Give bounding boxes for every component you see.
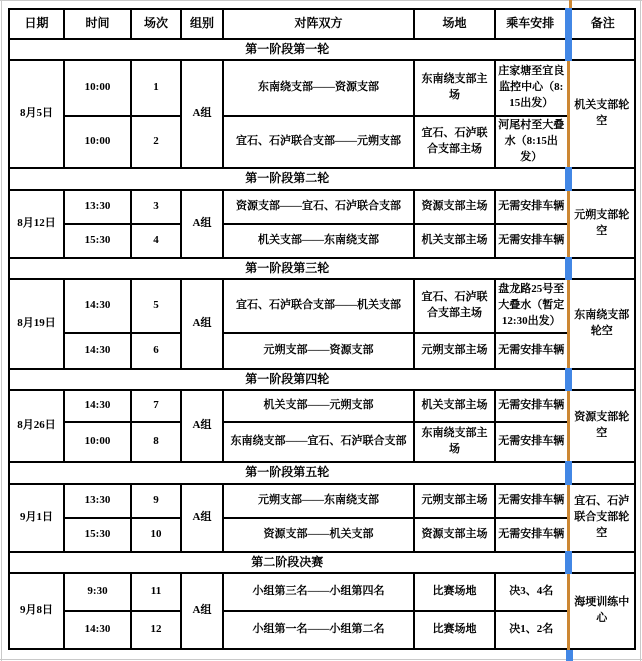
venue-cell: 宜石、石泸联合支部主场	[414, 116, 495, 168]
section-title: 第一阶段第四轮	[9, 369, 568, 390]
match-row	[9, 116, 635, 168]
match-no-cell: 12	[131, 611, 181, 649]
remark-cell: 资源支部轮空	[568, 390, 635, 462]
remark-cell: 宜石、石泸联合支部轮空	[568, 484, 635, 552]
remark-cell: 元朔支部轮空	[568, 190, 635, 258]
section-title: 第二阶段决赛	[9, 552, 568, 573]
remark-spacer-cell	[568, 552, 635, 573]
section-title-row	[9, 258, 635, 279]
group-cell: A组	[181, 484, 223, 552]
opponents-cell: 资源支部——机关支部	[223, 518, 414, 552]
group-cell: A组	[181, 279, 223, 369]
match-row	[9, 611, 635, 649]
time-cell: 10:00	[64, 60, 131, 116]
time-cell: 14:30	[64, 390, 131, 422]
match-row	[9, 518, 635, 552]
transport-cell: 无需安排车辆	[495, 518, 568, 552]
transport-cell: 无需安排车辆	[495, 422, 568, 462]
schedule-table	[8, 8, 636, 650]
time-cell: 15:30	[64, 518, 131, 552]
time-cell: 15:30	[64, 224, 131, 258]
venue-cell: 元朔支部主场	[414, 484, 495, 518]
time-cell: 10:00	[64, 422, 131, 462]
col-group: 组别	[181, 9, 223, 39]
venue-cell: 比赛场地	[414, 573, 495, 611]
col-date: 日期	[9, 9, 64, 39]
gridline-left	[1, 0, 2, 661]
col-remark: 备注	[568, 9, 635, 39]
venue-cell: 东南绕支部主场	[414, 422, 495, 462]
match-row	[9, 60, 635, 116]
venue-cell: 东南绕支部主场	[414, 60, 495, 116]
match-row	[9, 279, 635, 333]
remark-cell: 机关支部轮空	[568, 60, 635, 168]
transport-cell: 庄家塘至宜良监控中心（8:15出发）	[495, 60, 568, 116]
match-row	[9, 390, 635, 422]
opponents-cell: 元朔支部——资源支部	[223, 333, 414, 369]
time-cell: 14:30	[64, 611, 131, 649]
group-cell: A组	[181, 190, 223, 258]
gridline-bottom	[0, 659, 642, 660]
remark-cell: 东南绕支部轮空	[568, 279, 635, 369]
time-cell: 13:30	[64, 190, 131, 224]
header-row	[9, 9, 635, 39]
group-cell: A组	[181, 60, 223, 168]
opponents-cell: 东南绕支部——资源支部	[223, 60, 414, 116]
section-title: 第一阶段第三轮	[9, 258, 568, 279]
section-title-row	[9, 369, 635, 390]
remark-cell: 海埂训练中心	[568, 573, 635, 649]
date-cell: 8月12日	[9, 190, 64, 258]
venue-cell: 宜石、石泸联合支部主场	[414, 279, 495, 333]
venue-cell: 机关支部主场	[414, 390, 495, 422]
remark-spacer-cell	[568, 462, 635, 483]
transport-cell: 决1、2名	[495, 611, 568, 649]
group-cell: A组	[181, 573, 223, 649]
time-cell: 14:30	[64, 333, 131, 369]
venue-cell: 元朔支部主场	[414, 333, 495, 369]
col-match-no: 场次	[131, 9, 181, 39]
col-opponents: 对阵双方	[223, 9, 414, 39]
gridline-top	[0, 0, 642, 1]
col-venue: 场地	[414, 9, 495, 39]
match-no-cell: 9	[131, 484, 181, 518]
section-title-row	[9, 552, 635, 573]
opponents-cell: 元朔支部——东南绕支部	[223, 484, 414, 518]
match-no-cell: 10	[131, 518, 181, 552]
opponents-cell: 东南绕支部——宜石、石泸联合支部	[223, 422, 414, 462]
date-cell: 9月8日	[9, 573, 64, 649]
match-row	[9, 224, 635, 258]
remark-spacer-cell	[568, 369, 635, 390]
section-title-row	[9, 462, 635, 483]
match-no-cell: 8	[131, 422, 181, 462]
section-title: 第一阶段第一轮	[9, 39, 568, 60]
remark-spacer-cell	[568, 258, 635, 279]
transport-cell: 决3、4名	[495, 573, 568, 611]
venue-cell: 资源支部主场	[414, 518, 495, 552]
transport-cell: 盘龙路25号至大叠水（暂定12:30出发）	[495, 279, 568, 333]
date-cell: 9月1日	[9, 484, 64, 552]
time-cell: 13:30	[64, 484, 131, 518]
match-no-cell: 6	[131, 333, 181, 369]
date-cell: 8月26日	[9, 390, 64, 462]
remark-spacer-cell	[568, 168, 635, 189]
time-cell: 9:30	[64, 573, 131, 611]
venue-cell: 资源支部主场	[414, 190, 495, 224]
transport-cell: 无需安排车辆	[495, 333, 568, 369]
venue-cell: 比赛场地	[414, 611, 495, 649]
section-title: 第一阶段第二轮	[9, 168, 568, 189]
opponents-cell: 机关支部——元朔支部	[223, 390, 414, 422]
stripe-cap-bottom-blue	[566, 650, 573, 661]
venue-cell: 机关支部主场	[414, 224, 495, 258]
match-no-cell: 11	[131, 573, 181, 611]
section-title-row	[9, 39, 635, 60]
date-cell: 8月5日	[9, 60, 64, 168]
match-no-cell: 1	[131, 60, 181, 116]
remark-spacer-cell	[568, 39, 635, 60]
match-no-cell: 7	[131, 390, 181, 422]
match-no-cell: 5	[131, 279, 181, 333]
col-time: 时间	[64, 9, 131, 39]
time-cell: 10:00	[64, 116, 131, 168]
section-title: 第一阶段第五轮	[9, 462, 568, 483]
transport-cell: 河尾村至大叠水（8:15出发）	[495, 116, 568, 168]
opponents-cell: 小组第三名——小组第四名	[223, 573, 414, 611]
transport-cell: 无需安排车辆	[495, 390, 568, 422]
opponents-cell: 资源支部——宜石、石泸联合支部	[223, 190, 414, 224]
opponents-cell: 小组第一名——小组第二名	[223, 611, 414, 649]
gridline-right	[640, 0, 641, 661]
opponents-cell: 机关支部——东南绕支部	[223, 224, 414, 258]
match-row	[9, 484, 635, 518]
opponents-cell: 宜石、石泸联合支部——机关支部	[223, 279, 414, 333]
time-cell: 14:30	[64, 279, 131, 333]
transport-cell: 无需安排车辆	[495, 190, 568, 224]
match-no-cell: 4	[131, 224, 181, 258]
transport-cell: 无需安排车辆	[495, 484, 568, 518]
col-transport: 乘车安排	[495, 9, 568, 39]
match-row	[9, 422, 635, 462]
opponents-cell: 宜石、石泸联合支部——元朔支部	[223, 116, 414, 168]
section-title-row	[9, 168, 635, 189]
group-cell: A组	[181, 390, 223, 462]
transport-cell: 无需安排车辆	[495, 224, 568, 258]
date-cell: 8月19日	[9, 279, 64, 369]
match-no-cell: 2	[131, 116, 181, 168]
match-row	[9, 333, 635, 369]
match-row	[9, 573, 635, 611]
match-row	[9, 190, 635, 224]
match-no-cell: 3	[131, 190, 181, 224]
